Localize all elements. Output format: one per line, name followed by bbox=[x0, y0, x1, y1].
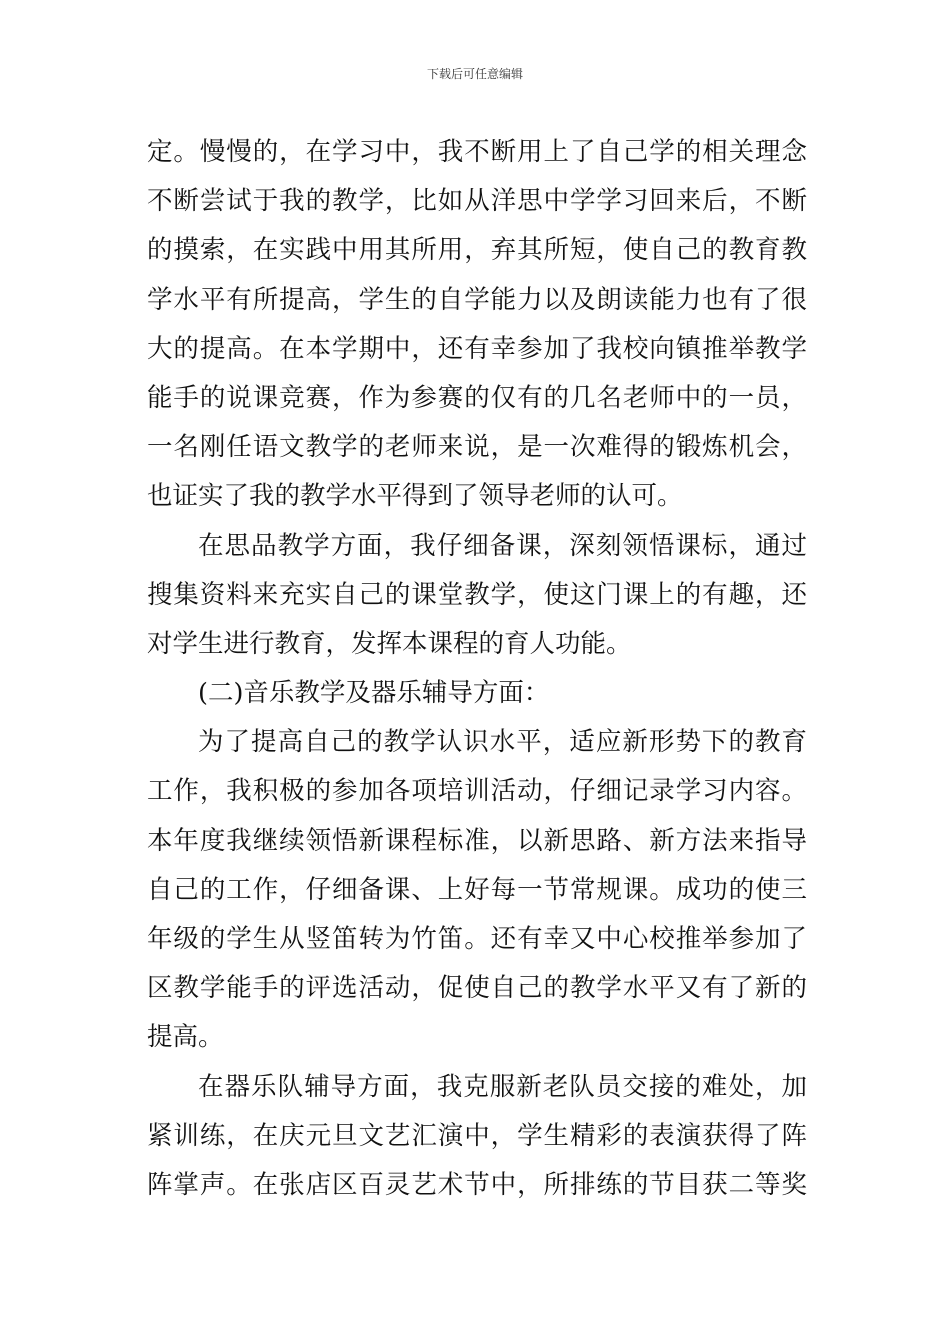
text-line: (二)音乐教学及器乐辅导方面： bbox=[198, 678, 550, 709]
text-line: 的摸索，在实践中用其所用，弃其所短，使自己的教育教 bbox=[147, 235, 807, 266]
text-line: 对学生进行教育，发挥本课程的育人功能。 bbox=[147, 628, 632, 659]
text-line: 区教学能手的评选活动，促使自己的教学水平又有了新的 bbox=[147, 973, 807, 1004]
text-line: 也证实了我的教学水平得到了领导老师的认可。 bbox=[147, 481, 683, 512]
document-body bbox=[147, 128, 807, 1210]
text-line: 紧训练，在庆元旦文艺汇演中，学生精彩的表演获得了阵 bbox=[147, 1120, 807, 1151]
text-line: 不断尝试于我的教学，比如从洋思中学学习回来后，不断 bbox=[147, 186, 807, 217]
text-line: 提高。 bbox=[147, 1022, 224, 1053]
text-line: 搜集资料来充实自己的课堂教学，使这门课上的有趣，还 bbox=[147, 579, 807, 610]
text-line: 年级的学生从竖笛转为竹笛。还有幸又中心校推举参加了 bbox=[147, 924, 807, 954]
text-line: 一名刚任语文教学的老师来说，是一次难得的锻炼机会， bbox=[147, 432, 807, 463]
text-line: 本年度我继续领悟新课程标准，以新思路、新方法来指导 bbox=[147, 825, 807, 856]
text-line: 定。慢慢的，在学习中，我不断用上了自己学的相关理念 bbox=[147, 137, 807, 167]
text-line: 工作，我积极的参加各项培训活动，仔细记录学习内容。 bbox=[147, 776, 807, 807]
text-line: 为了提高自己的教学认识水平，适应新形势下的教育 bbox=[198, 727, 807, 758]
text-line: 学水平有所提高，学生的自学能力以及朗读能力也有了很 bbox=[147, 284, 807, 315]
page-header: 下载后可任意编辑 bbox=[426, 67, 523, 81]
text-line: 能手的说课竞赛，作为参赛的仅有的几名老师中的一员， bbox=[147, 382, 807, 413]
text-line: 在思品教学方面，我仔细备课，深刻领悟课标，通过 bbox=[198, 530, 807, 561]
text-line: 在器乐队辅导方面，我克服新老队员交接的难处，加 bbox=[198, 1071, 807, 1102]
text-line: 自己的工作，仔细备课、上好每一节常规课。成功的使三 bbox=[147, 874, 807, 905]
text-line: 阵掌声。在张店区百灵艺术节中，所排练的节目获二等奖 bbox=[147, 1169, 807, 1200]
text-line: 大的提高。在本学期中，还有幸参加了我校向镇推举教学 bbox=[147, 333, 807, 364]
